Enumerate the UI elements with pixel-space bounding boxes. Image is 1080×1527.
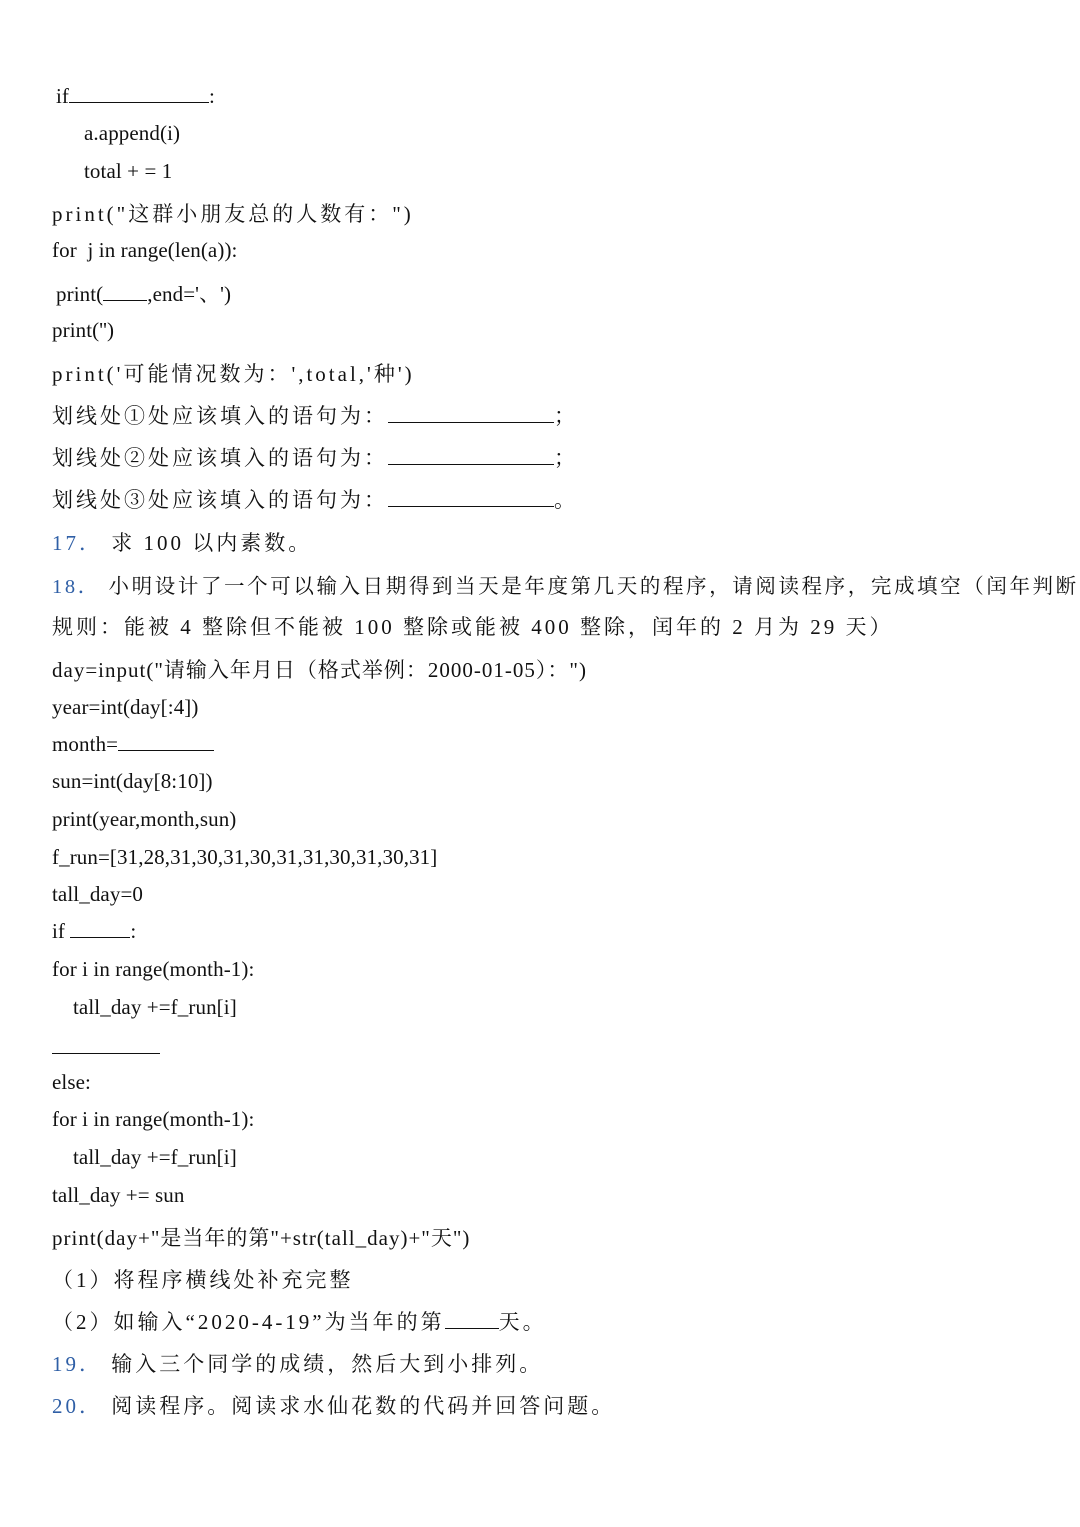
question-18-line2: 规则：能被 4 整除但不能被 100 整除或能被 400 整除，闰年的 2 月为 29 天） xyxy=(52,615,894,639)
fill-question-3: 划线处③处应该填入的语句为： 。 xyxy=(52,488,578,512)
code-line-print-ymd: print(year,month,sun) xyxy=(52,807,237,831)
question-number: 19． xyxy=(52,1352,103,1376)
code-line-print-count: print("这群小朋友总的人数有：") xyxy=(52,202,414,226)
code-line-tall-add-2: tall_day +=f_run[i] xyxy=(73,1145,237,1169)
code-line-tall-add-1: tall_day +=f_run[i] xyxy=(73,995,237,1019)
answer-blank-line xyxy=(52,1052,160,1054)
code-line-append: a.append(i) xyxy=(84,121,181,145)
question-number: 20． xyxy=(52,1394,103,1418)
fill-blank-3 xyxy=(388,505,554,507)
sub-question-2: （2）如输入“2020-4-19”为当年的第 天。 xyxy=(52,1310,547,1334)
code-line-print-blank: print( ,end='、') xyxy=(56,282,232,306)
question-number: 18． xyxy=(52,576,101,598)
code-line-print-empty: print('') xyxy=(52,318,115,342)
answer-blank-if xyxy=(70,936,130,938)
code-line-for-j: for j in range(len(a)): xyxy=(52,238,238,262)
question-19: 19． 输入三个同学的成绩，然后大到小排列。 xyxy=(52,1352,544,1376)
answer-blank-month xyxy=(118,749,214,751)
question-number: 17． xyxy=(52,531,103,555)
fill-question-1: 划线处①处应该填入的语句为： ； xyxy=(52,404,578,428)
code-line-blank-line xyxy=(52,1035,160,1060)
code-line-tall-init: tall_day=0 xyxy=(52,882,143,906)
answer-blank-day xyxy=(445,1327,499,1329)
question-20: 20． 阅读程序。阅读求水仙花数的代码并回答问题。 xyxy=(52,1394,616,1418)
code-line-print-result: print(day+"是当年的第"+str(tall_day)+"天") xyxy=(52,1226,471,1250)
code-line-f-run: f_run=[31,28,31,30,31,30,31,31,30,31,30,31] xyxy=(52,845,438,869)
code-line-year: year=int(day[:4]) xyxy=(52,695,199,719)
code-line-month: month= xyxy=(52,732,214,757)
fill-question-2: 划线处②处应该填入的语句为： ； xyxy=(52,446,578,470)
code-line-if: if : xyxy=(56,84,215,108)
code-line-if-blank: if : xyxy=(52,919,137,943)
sub-question-1: （1）将程序横线处补充完整 xyxy=(52,1268,354,1292)
question-17: 17． 求 100 以内素数。 xyxy=(52,531,313,555)
code-line-sun: sun=int(day[8:10]) xyxy=(52,769,213,793)
code-line-for-2: for i in range(month-1): xyxy=(52,1107,255,1131)
code-line-total-inc: total + = 1 xyxy=(84,159,173,183)
code-line-day-input: day=input("请输入年月日（格式举例：2000-01-05）：") xyxy=(52,658,587,682)
question-18-line1: 18． 小明设计了一个可以输入日期得到当天是年度第几天的程序，请阅读程序，完成填空（闰年判断 xyxy=(52,576,1079,598)
fill-blank-1 xyxy=(388,421,554,423)
code-line-print-total: print('可能情况数为：',total,'种') xyxy=(52,362,415,386)
answer-blank-1 xyxy=(69,101,209,103)
code-line-for-1: for i in range(month-1): xyxy=(52,957,255,981)
code-line-tall-sun: tall_day += sun xyxy=(52,1183,185,1207)
answer-blank-2 xyxy=(103,299,147,301)
code-line-else: else: xyxy=(52,1070,91,1094)
fill-blank-2 xyxy=(388,463,554,465)
